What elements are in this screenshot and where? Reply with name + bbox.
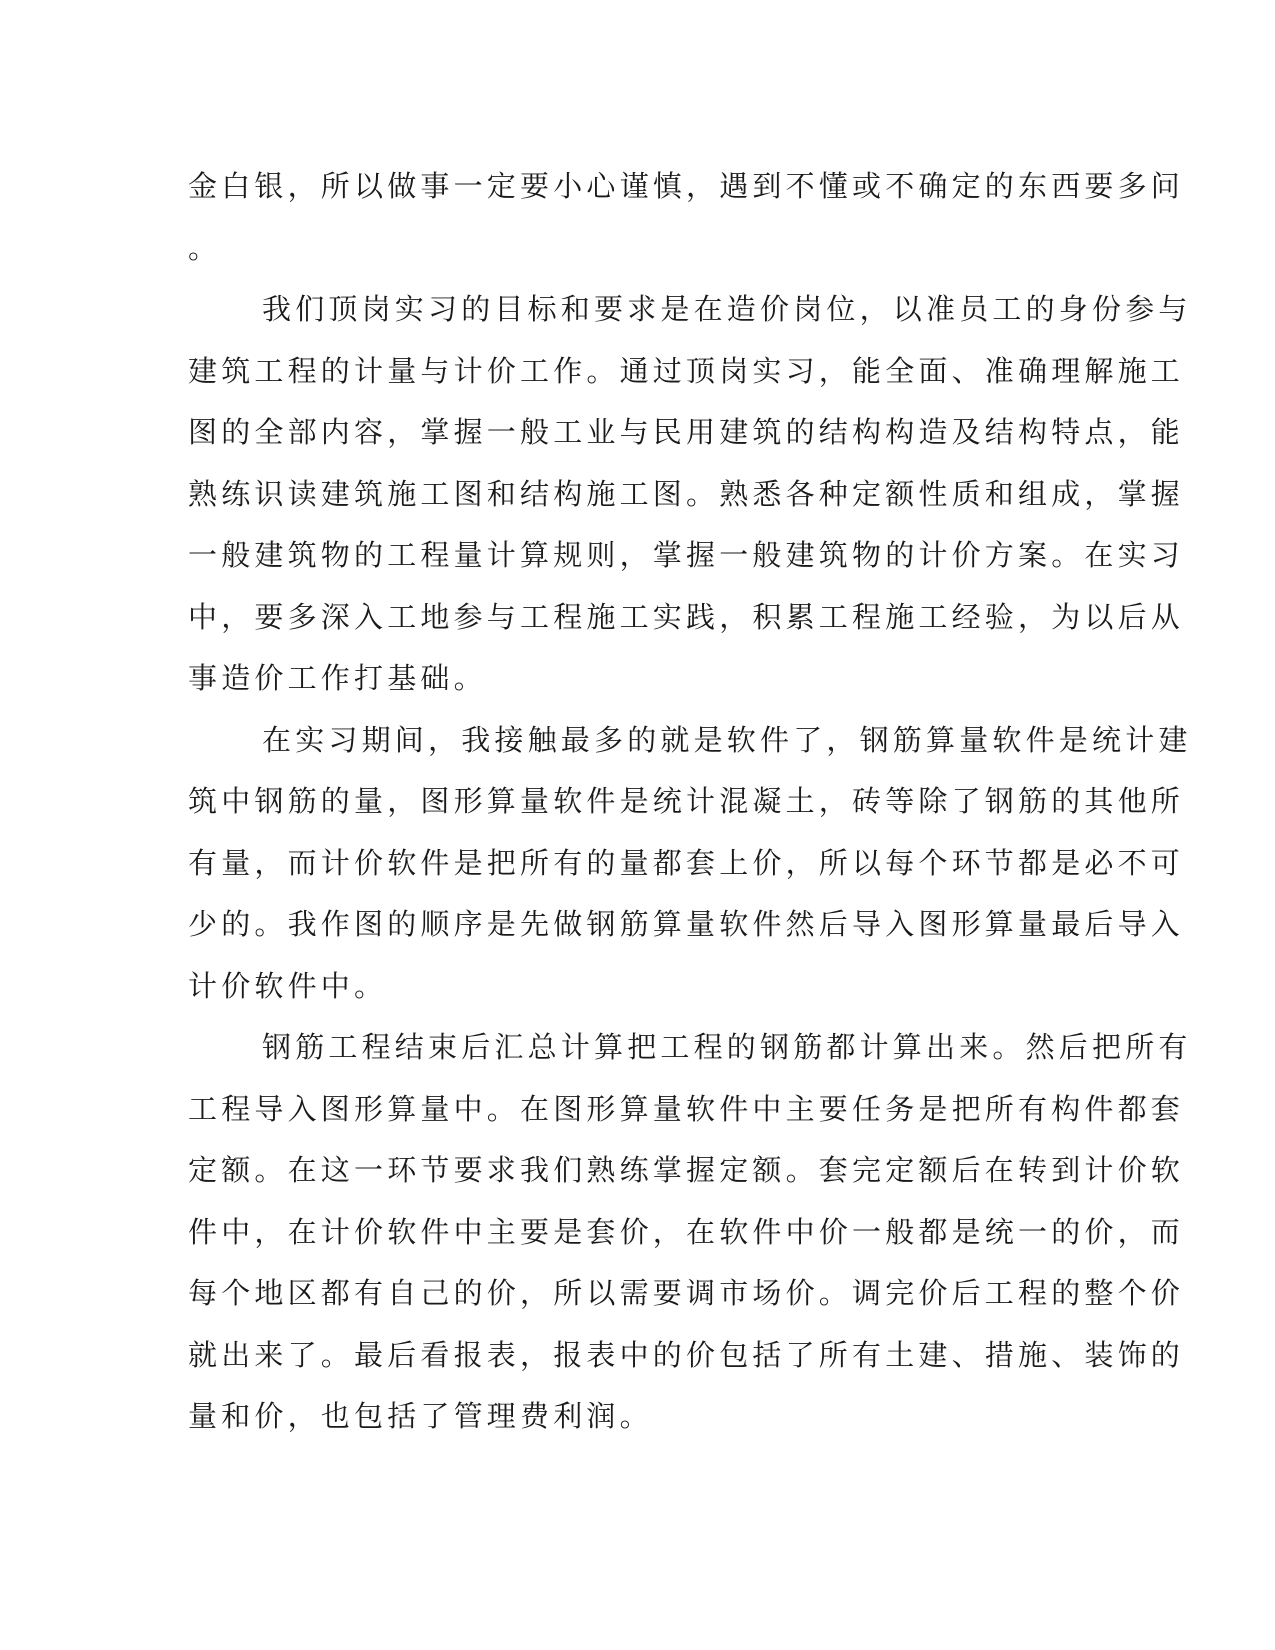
text-line: 事造价工作打基础。 [188,661,487,695]
text-line: 图的全部内容，掌握一般工业与民用建筑的结构构造及结构特点，能 [188,415,1185,449]
text-line: 少的。我作图的顺序是先做钢筋算量软件然后导入图形算量最后导入 [188,907,1185,941]
text-line: 建筑工程的计量与计价工作。通过顶岗实习，能全面、准确理解施工 [188,353,1185,388]
text-line: 件中，在计价软件中主要是套价，在软件中价一般都是统一的价，而 [188,1214,1185,1249]
text-line: 钢筋工程结束后汇总计算把工程的钢筋都计算出来。然后把所有 [262,1030,1192,1064]
text-line: 定额。在这一环节要求我们熟练掌握定额。套完定额后在转到计价软 [188,1153,1185,1187]
text-line: 每个地区都有自己的价，所以需要调市场价。调完价后工程的整个价 [188,1276,1185,1310]
text-line: 在实习期间，我接触最多的就是软件了，钢筋算量软件是统计建 [262,722,1192,757]
text-line: 。 [188,230,222,265]
text-line: 中，要多深入工地参与工程施工实践，积累工程施工经验，为以后从 [188,599,1185,634]
text-line: 我们顶岗实习的目标和要求是在造价岗位，以准员工的身份参与 [262,292,1192,326]
text-line: 熟练识读建筑施工图和结构施工图。熟悉各种定额性质和组成，掌握 [188,476,1185,511]
text-line: 有量，而计价软件是把所有的量都套上价，所以每个环节都是必不可 [188,845,1185,880]
paragraph [188,279,1192,710]
text-line: 就出来了。最后看报表，报表中的价包括了所有土建、措施、装饰的 [188,1337,1185,1372]
paragraph [188,156,1185,279]
text-line: 一般建筑物的工程量计算规则，掌握一般建筑物的计价方案。在实习 [188,538,1185,572]
text-line: 筑中钢筋的量，图形算量软件是统计混凝土，砖等除了钢筋的其他所 [188,784,1185,818]
body-text [188,156,1192,1448]
text-line: 金白银，所以做事一定要小心谨慎，遇到不懂或不确定的东西要多问 [188,169,1185,203]
paragraph [188,710,1192,1018]
text-line: 量和价，也包括了管理费利润。 [188,1399,653,1433]
text-line: 工程导入图形算量中。在图形算量软件中主要任务是把所有构件都套 [188,1091,1185,1126]
paragraph [188,1017,1192,1448]
text-line: 计价软件中。 [188,968,388,1003]
